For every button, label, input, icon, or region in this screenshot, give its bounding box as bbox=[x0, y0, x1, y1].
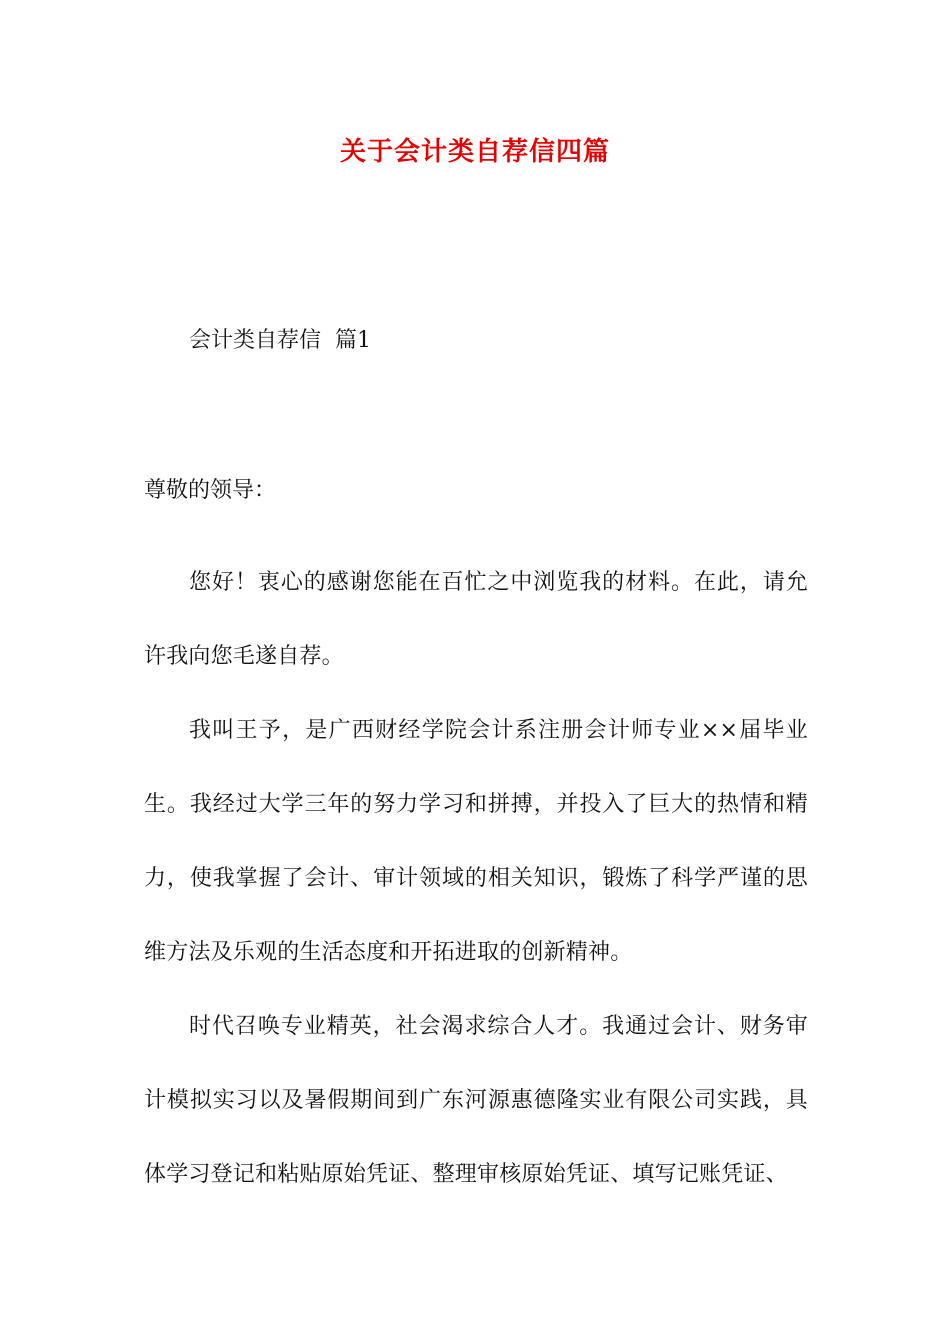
letter-body bbox=[144, 546, 808, 1212]
document-title: 关于会计类自荐信四篇 bbox=[339, 137, 610, 167]
paragraph-introduction: 我叫王予，是广西财经学院会计系注册会计师专业××届毕业生。我经过大学三年的努力学习和拼搏，并投入了巨大的热情和精力，使我掌握了会计、审计领域的相关知识，锻炼了科学严谨的思维方法及乐观的生活态度和开拓进取的创新精神。 bbox=[144, 718, 808, 965]
paragraph-experience: 时代召唤专业精英，社会渴求综合人才。我通过会计、财务审计模拟实习以及暑假期间到广东河源惠德隆实业有限公司实践，具体学习登记和粘贴原始凭证、整理审核原始凭证、填写记账凭证、 bbox=[144, 1014, 808, 1187]
salutation: 尊敬的领导： bbox=[144, 478, 277, 503]
section-heading: 会计类自荐信 篇1 bbox=[189, 328, 371, 353]
paragraph-greeting: 您好！衷心的感谢您能在百忙之中浏览我的材料。在此，请允许我向您毛遂自荐。 bbox=[144, 570, 808, 669]
